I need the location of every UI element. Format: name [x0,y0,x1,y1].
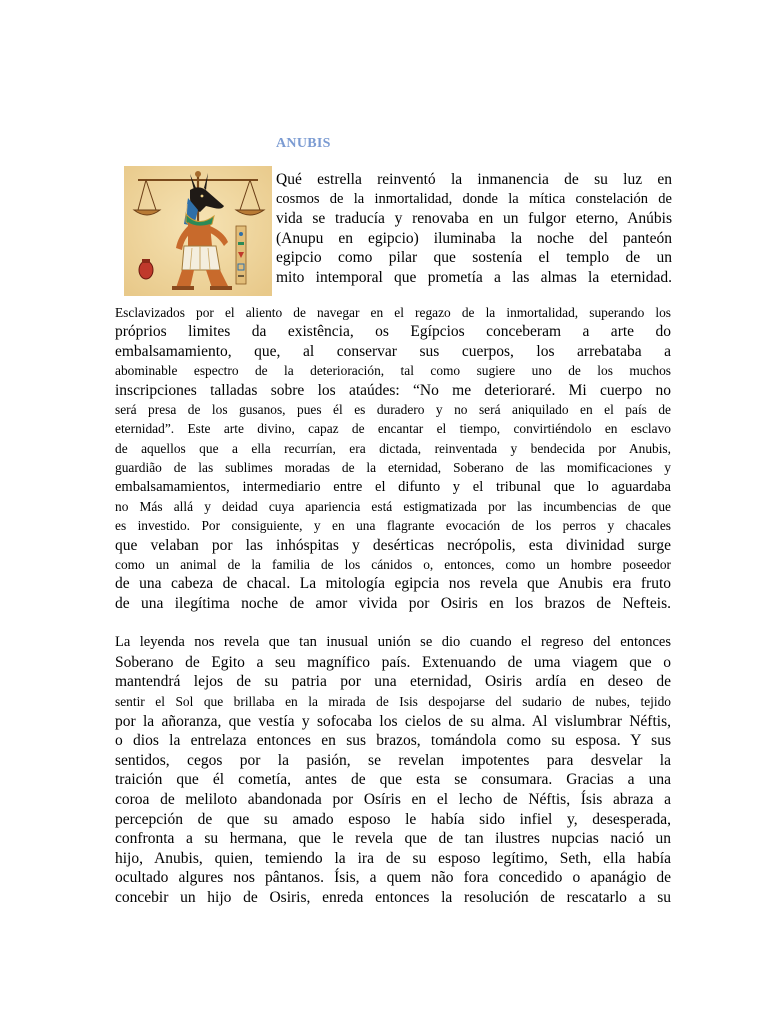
intro-line: (Anupu en egipcio) iluminaba la noche del panteón [276,229,672,247]
intro-paragraph [276,170,672,288]
paragraph-line: como un animal de la familia de los cánidos o, entonces, como un hombre poseedor [115,557,671,573]
paragraph-line: Soberano de Egito a seu magnífico país. Extenuando de uma viagem que o [115,653,671,671]
paragraph-line: guardião de las sublimes moradas de la eternidad, Soberano de las momificaciones y [115,460,671,476]
paragraph-line: confronta a su hermana, que le revela que de tan ilustres nupcias nació un [115,830,671,848]
body-text [115,303,671,908]
paragraph-line: próprios limites da existência, os Egípcios conceberam a arte do [115,323,671,341]
paragraph-line: concebir un hijo de Osiris, enreda entonces la resolución de rescatarlo a su [115,888,671,906]
paragraph-line: o dios la entrelaza entonces en sus brazos, tomándola como su esposa. Y sus [115,732,671,750]
anubis-illustration [124,166,272,296]
paragraph-line: que velaban por las inhóspitas y desérticas necrópolis, esta divinidad surge [115,536,671,554]
paragraph-line: traición que él cometía, antes de que esta se consumara. Gracias a una [115,771,671,789]
intro-line: vida se traducía y renovaba en un fulgor eterno, Anúbis [276,210,672,228]
paragraph-line: abominable espectro de la deterioración, tal como sugiere uno de los muchos [115,363,671,379]
paragraph-2 [115,633,671,907]
paragraph-gap [115,613,671,633]
paragraph-line: de una cabeza de chacal. La mitología egipcia nos revela que Anubis era fruto [115,575,671,593]
paragraph-line: por la añoranza, que vestía y sofocaba los cielos de su alma. Al vislumbrar Néftis, [115,712,671,730]
intro-line: cosmos de la inmortalidad, donde la mítica constelación de [276,190,672,207]
intro-line: egipcio como pilar que sostenía el templo de un [276,249,672,267]
paragraph-line: sentir el Sol que brillaba en la mirada de Isis despojarse del sudario de nubes, tejido [115,694,671,710]
paragraph-line: de una ilegítima noche de amor vivida por Osiris en los brazos de Nefteis. [115,594,671,612]
paragraph-line: embalsamamientos, intermediario entre el difunto y el tribunal que lo aguardaba [115,478,671,495]
paragraph-line: embalsamamiento, que, al conservar sus cuerpos, los arrebataba a [115,342,671,360]
paragraph-line: mantendrá lejos de su patria por una eternidad, Osiris ardía en deseo de [115,673,671,691]
paragraph-line: percepción de que su amado esposo le había sido infiel y, desesperada, [115,810,671,828]
paragraph-line: será presa de los gusanos, pues él es duradero y no será aniquilado en el país de [115,401,671,417]
paragraph-line: inscripciones talladas sobre los ataúdes: “No me deterioraré. Mi cuerpo no [115,381,671,399]
paragraph-line: es investido. Por consiguiente, y en una flagrante evocación de los perros y chacales [115,518,671,534]
paragraph-line: no Más allá y deidad cuya apariencia está estigmatizada por las incumbencias de que [115,498,671,514]
document-title: ANUBIS [276,136,331,151]
intro-line: Qué estrella reinventó la inmanencia de su luz en [276,171,672,188]
paragraph-line: ocultado algures nos pântanos. Ísis, a quem não fora concedido o apanágio de [115,869,671,887]
paragraph-line: eternidad”. Este arte divino, capaz de encantar el tiempo, convirtiéndolo en esclavo [115,421,671,437]
paragraph-line: de aquellos que a ella recurrían, era dictada, reinventada y bendecida por Anubis, [115,440,671,456]
paragraph-line: coroa de meliloto abandonada por Osíris en el lecho de Néftis, Ísis abraza a [115,791,671,808]
paragraph-line: hijo, Anubis, quien, temiendo la ira de su esposo legítimo, Seth, ella había [115,849,671,867]
paragraph-1 [115,303,671,613]
paragraph-line: La leyenda nos revela que tan inusual unión se dio cuando el regreso del entonces [115,634,671,651]
paragraph-line: sentidos, cegos por la pasión, se revelan impotentes para desvelar la [115,751,671,769]
intro-line: mito intemporal que prometía a las almas la eternidad. [276,268,672,286]
paragraph-line: Esclavizados por el aliento de navegar en el regazo de la inmortalidad, superando los [115,305,671,320]
